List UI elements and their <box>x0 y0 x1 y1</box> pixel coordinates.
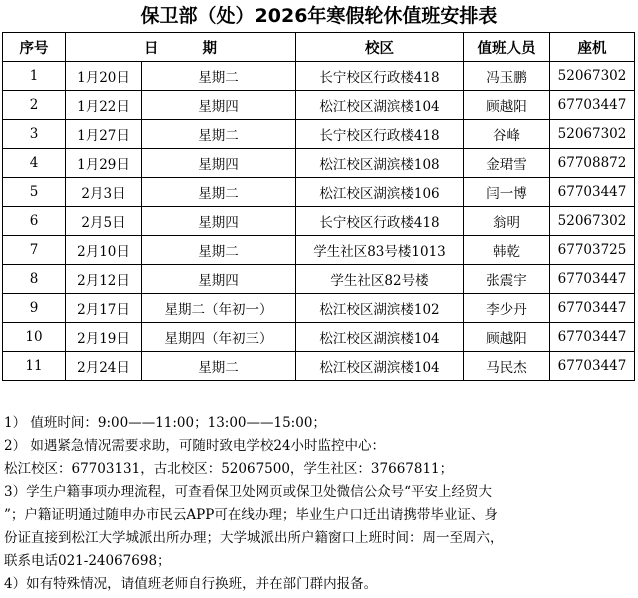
cell-staff: 韩乾 <box>464 236 550 265</box>
table-row <box>3 352 635 381</box>
cell-staff: 翁明 <box>464 207 550 236</box>
cell-weekday: 星期二 <box>142 178 296 207</box>
cell-phone: 67703447 <box>550 265 635 294</box>
cell-campus: 松江校区湖滨楼108 <box>296 149 464 178</box>
header-seq: 序号 <box>3 33 66 62</box>
cell-staff: 顾越阳 <box>464 323 550 352</box>
cell-date: 1月20日 <box>66 62 142 91</box>
cell-phone: 67703447 <box>550 294 635 323</box>
note-line: 1） 值班时间：9:00——11:00；13:00——15:00； <box>4 415 326 431</box>
cell-date: 2月24日 <box>66 352 142 381</box>
cell-seq: 1 <box>3 62 66 91</box>
cell-seq: 11 <box>3 352 66 381</box>
cell-campus: 松江校区湖滨楼106 <box>296 178 464 207</box>
cell-weekday: 星期二（年初一） <box>142 294 296 323</box>
header-staff: 值班人员 <box>464 33 550 62</box>
cell-phone: 67703447 <box>550 352 635 381</box>
cell-weekday: 星期四（年初三） <box>142 323 296 352</box>
note-line: 份证直接到松江大学城派出所办理；大学城派出所户籍窗口上班时间：周一至周六， <box>4 530 504 546</box>
cell-phone: 52067302 <box>550 207 635 236</box>
header-campus: 校区 <box>296 33 464 62</box>
cell-campus: 学生社区83号楼1013 <box>296 236 464 265</box>
cell-campus: 松江校区湖滨楼104 <box>296 91 464 120</box>
cell-seq: 7 <box>3 236 66 265</box>
cell-phone: 67703447 <box>550 91 635 120</box>
cell-phone: 67703447 <box>550 178 635 207</box>
cell-phone: 67703725 <box>550 236 635 265</box>
cell-campus: 松江校区湖滨楼104 <box>296 323 464 352</box>
table-row <box>3 265 635 294</box>
cell-date: 2月3日 <box>66 178 142 207</box>
cell-seq: 6 <box>3 207 66 236</box>
cell-staff: 张震宇 <box>464 265 550 294</box>
table-row <box>3 120 635 149</box>
table-header-row <box>3 33 635 62</box>
cell-weekday: 星期四 <box>142 91 296 120</box>
cell-weekday: 星期四 <box>142 207 296 236</box>
table-body <box>3 62 635 381</box>
cell-seq: 10 <box>3 323 66 352</box>
note-line: ”；户籍证明通过随申办市民云APP可在线办理；毕业生户口迁出请携带毕业证、身 <box>4 507 498 523</box>
table-row <box>3 149 635 178</box>
note-line: 松江校区：67703131，古北校区：52067500，学生社区：37667811； <box>4 461 454 477</box>
cell-staff: 金珺雪 <box>464 149 550 178</box>
cell-seq: 4 <box>3 149 66 178</box>
cell-phone: 67703447 <box>550 323 635 352</box>
cell-date: 2月19日 <box>66 323 142 352</box>
cell-date: 1月29日 <box>66 149 142 178</box>
cell-date: 2月12日 <box>66 265 142 294</box>
header-date-second-char: 期 <box>202 40 217 57</box>
cell-seq: 2 <box>3 91 66 120</box>
cell-staff: 顾越阳 <box>464 91 550 120</box>
table-row <box>3 207 635 236</box>
table-row <box>3 323 635 352</box>
cell-weekday: 星期四 <box>142 149 296 178</box>
header-phone: 座机 <box>550 33 635 62</box>
cell-date: 2月5日 <box>66 207 142 236</box>
cell-weekday: 星期二 <box>142 236 296 265</box>
cell-weekday: 星期二 <box>142 120 296 149</box>
cell-weekday: 星期二 <box>142 62 296 91</box>
note-line: 4）如有特殊情况，请值班老师自行换班，并在部门群内报备。 <box>4 576 378 592</box>
cell-campus: 长宁校区行政楼418 <box>296 62 464 91</box>
cell-staff: 冯玉鹏 <box>464 62 550 91</box>
notes-section <box>4 412 636 596</box>
cell-date: 2月10日 <box>66 236 142 265</box>
cell-seq: 8 <box>3 265 66 294</box>
table-row <box>3 178 635 207</box>
cell-phone: 52067302 <box>550 120 635 149</box>
table-row <box>3 62 635 91</box>
cell-date: 1月22日 <box>66 91 142 120</box>
page-title: 保卫部（处）2026年寒假轮休值班安排表 <box>140 5 498 27</box>
note-line: 联系电话021-24067698； <box>4 553 171 569</box>
cell-campus: 学生社区82号楼 <box>296 265 464 294</box>
cell-weekday: 星期二 <box>142 352 296 381</box>
cell-campus: 长宁校区行政楼418 <box>296 120 464 149</box>
cell-campus: 松江校区湖滨楼104 <box>296 352 464 381</box>
cell-staff: 李少丹 <box>464 294 550 323</box>
table-row <box>3 236 635 265</box>
header-date-first-char: 日 <box>144 40 159 57</box>
cell-staff: 闫一博 <box>464 178 550 207</box>
cell-date: 2月17日 <box>66 294 142 323</box>
cell-date: 1月27日 <box>66 120 142 149</box>
cell-seq: 3 <box>3 120 66 149</box>
cell-campus: 长宁校区行政楼418 <box>296 207 464 236</box>
cell-campus: 松江校区湖滨楼102 <box>296 294 464 323</box>
cell-staff: 马民杰 <box>464 352 550 381</box>
header-date <box>66 33 296 62</box>
cell-staff: 谷峰 <box>464 120 550 149</box>
cell-phone: 67708872 <box>550 149 635 178</box>
note-line: 2） 如遇紧急情况需要求助，可随时致电学校24小时监控中心： <box>4 438 386 454</box>
table-row <box>3 91 635 120</box>
table-row <box>3 294 635 323</box>
cell-seq: 5 <box>3 178 66 207</box>
cell-phone: 52067302 <box>550 62 635 91</box>
note-line: 3）学生户籍事项办理流程，可查看保卫处网页或保卫处微信公众号“平安上经贸大 <box>4 484 492 500</box>
cell-weekday: 星期四 <box>142 265 296 294</box>
cell-seq: 9 <box>3 294 66 323</box>
duty-table <box>2 32 635 381</box>
